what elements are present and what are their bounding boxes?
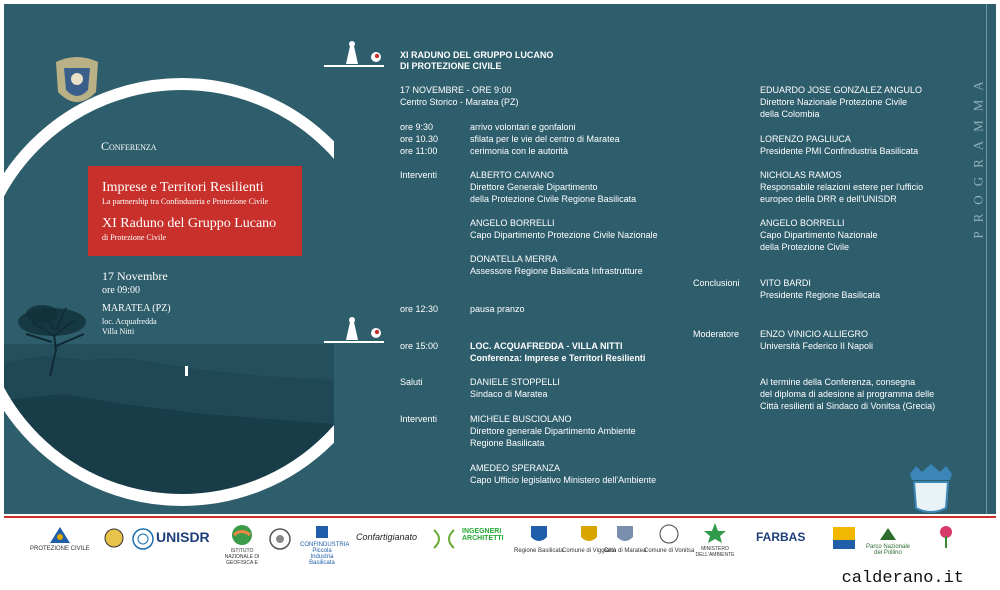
speaker-role: Capo Ufficio legislativo Ministero dell'Ambiente	[470, 475, 657, 485]
speaker-role: Direttore Generale Dipartimento	[470, 182, 598, 192]
conclusioni-label: Conclusioni	[693, 278, 740, 288]
volunteer-icon	[324, 40, 384, 70]
figure-icon	[185, 366, 188, 376]
farbas-icon	[756, 530, 805, 544]
confindustria-icon	[300, 524, 350, 566]
event-city: MARATEA (PZ)	[102, 303, 171, 314]
speaker-role: Sindaco di Maratea	[470, 389, 548, 399]
interventi-label: Interventi	[400, 414, 438, 424]
program-panel	[4, 4, 996, 514]
schedule-time: ore 11:00	[400, 146, 438, 156]
lunch-label: pausa pranzo	[470, 304, 525, 314]
speaker-name: DONATELLA MERRA	[470, 254, 558, 264]
speaker-role: Capo Dipartimento Protezione Civile Nazionale	[470, 230, 658, 240]
civil-protection-emblem-icon	[30, 526, 90, 552]
speaker-name: NICHOLAS RAMOS	[760, 170, 842, 180]
speaker-name: ANGELO BORRELLI	[760, 218, 845, 228]
sponsor-label: Comune di Viggiano	[562, 548, 616, 554]
engineers-icon	[462, 528, 504, 542]
event-place-1: loc. Acquafredda	[102, 317, 157, 326]
speaker-role: Regione Basilicata	[470, 438, 545, 448]
sponsor-label: Città di Maratea	[604, 548, 647, 554]
sponsor-label: Confartigianato	[356, 532, 418, 542]
schedule-desc: sfilata per le vie del centro di Maratea	[470, 134, 620, 144]
confartigianato-icon	[356, 532, 417, 542]
closing-note-2: del diploma di adesione al programma delle	[760, 389, 935, 399]
closing-note-1: Al termine della Conferenza, consegna	[760, 377, 916, 387]
panel-edge-line	[986, 4, 987, 514]
speaker-name: AMEDEO SPERANZA	[470, 463, 561, 473]
speaker-role: Assessore Regione Basilicata Infrastrutture	[470, 266, 643, 276]
interventi-label: Interventi	[400, 170, 438, 180]
schedule-time: ore 10.30	[400, 134, 439, 144]
sponsor-label: ISTITUTO NAZIONALE DI GEOFISICA E	[224, 548, 260, 566]
speaker-role: Università Federico II Napoli	[760, 341, 874, 351]
speaker-name: ALBERTO CAIVANO	[470, 170, 555, 180]
vonitsa-crest-icon	[644, 524, 694, 554]
maratea-crest-icon	[48, 52, 106, 114]
speaker-role: della Protezione Civile	[760, 242, 850, 252]
speaker-name: VITO BARDI	[760, 278, 811, 288]
sponsor-label: MINISTERO DELL'AMBIENTE	[695, 546, 735, 558]
raduno-title: XI Raduno del Gruppo Lucano	[102, 216, 277, 231]
schedule-desc: cerimonia con le autorità	[470, 146, 569, 156]
conference-label: Conferenza	[101, 139, 157, 153]
crown-crest-icon	[896, 464, 966, 514]
unisdr-logo-text: UNISDR	[156, 529, 210, 545]
speaker-role: Direttore generale Dipartimento Ambiente	[470, 426, 636, 436]
speaker-role: europeo della DRR e dell'UNISDR	[760, 194, 897, 204]
speaker-name: ANGELO BORRELLI	[470, 218, 555, 228]
pollino-icon	[862, 526, 914, 556]
section1-place: Centro Storico - Maratea (PZ)	[400, 97, 519, 107]
star-icon	[690, 522, 740, 558]
speaker-role: della Colombia	[760, 109, 820, 119]
speaker-role: Presidente PMI Confindustria Basilicata	[760, 146, 919, 156]
conference-title: Imprese e Territori Resilienti	[102, 180, 264, 195]
maratea-crest-icon	[604, 524, 646, 554]
schedule-desc: arrivo volontari e gonfaloni	[470, 122, 576, 132]
speaker-role: Responsabile relazioni estere per l'ufficio	[760, 182, 924, 192]
section2-time: ore 15:00	[400, 341, 439, 351]
sponsor-label: CONFINDUSTRIA Piccola Industria Basilicata	[300, 542, 350, 566]
programma-text: PROGRAMMA	[970, 72, 986, 239]
section2-title-2: Conferenza: Imprese e Territori Resilienti	[470, 353, 646, 363]
sponsor-label: Comune di Vonitsa	[644, 548, 695, 554]
event-place-2: Villa Nitti	[102, 327, 135, 336]
flower-icon	[934, 524, 958, 552]
sponsor-label: INGEGNERI ARCHITETTI	[462, 528, 504, 542]
event-date: 17 Novembre	[102, 269, 168, 283]
region-shield-icon	[514, 524, 564, 554]
lunch-time: ore 12:30	[400, 304, 439, 314]
event-time: ore 09:00	[102, 285, 141, 296]
seal-icon	[269, 528, 291, 552]
dna-icon	[432, 528, 456, 552]
badge-icon	[104, 528, 124, 550]
raduno-subtitle: di Protezione Civile	[102, 233, 166, 242]
speaker-name: DANIELE STOPPELLI	[470, 377, 560, 387]
sponsor-label: Regione Basilicata	[514, 548, 564, 554]
speaker-name: MICHELE BUSCIOLANO	[470, 414, 572, 424]
closing-note-3: Città resilienti al Sindaco di Vonitsa (Grecia)	[760, 401, 936, 411]
programma-vertical-label	[962, 44, 996, 274]
speaker-role: Presidente Regione Basilicata	[760, 290, 881, 300]
globe-icon	[222, 524, 262, 572]
saluti-label: Saluti	[400, 377, 423, 387]
volunteer-icon	[324, 316, 384, 346]
site-watermark[interactable]: calderano.it	[841, 569, 964, 588]
schedule-time: ore 9:30	[400, 122, 434, 132]
section2-title-1: LOC. ACQUAFREDDA - VILLA NITTI	[470, 341, 623, 351]
sponsor-label: PROTEZIONE CIVILE	[30, 546, 90, 552]
speaker-role: della Protezione Civile Regione Basilicata	[470, 194, 637, 204]
moderatore-label: Moderatore	[693, 329, 740, 339]
conference-subtitle: La partnership tra Confindustria e Protezione Civile	[102, 197, 269, 206]
section1-title-1: XI RADUNO DEL GRUPPO LUCANO	[400, 50, 554, 60]
sponsors-red-line	[4, 516, 996, 518]
sponsor-label: Parco Nazionale del Pollino	[865, 544, 911, 556]
section1-date: 17 NOVEMBRE - ORE 9:00	[400, 85, 512, 95]
speaker-name: EDUARDO JOSE GONZALEZ ANGULO	[760, 85, 923, 95]
un-emblem-icon	[132, 528, 154, 552]
sponsor-label: FARBAS	[756, 530, 806, 544]
speaker-name: LORENZO PAGLIUCA	[760, 134, 851, 144]
speaker-name: ENZO VINICIO ALLIEGRO	[760, 329, 869, 339]
sponsors-band	[4, 516, 996, 566]
speaker-role: Capo Dipartimento Nazionale	[760, 230, 878, 240]
section1-title-2: DI PROTEZIONE CIVILE	[400, 61, 502, 71]
speaker-role: Direttore Nazionale Protezione Civile	[760, 97, 908, 107]
square-logo-icon	[832, 526, 856, 552]
